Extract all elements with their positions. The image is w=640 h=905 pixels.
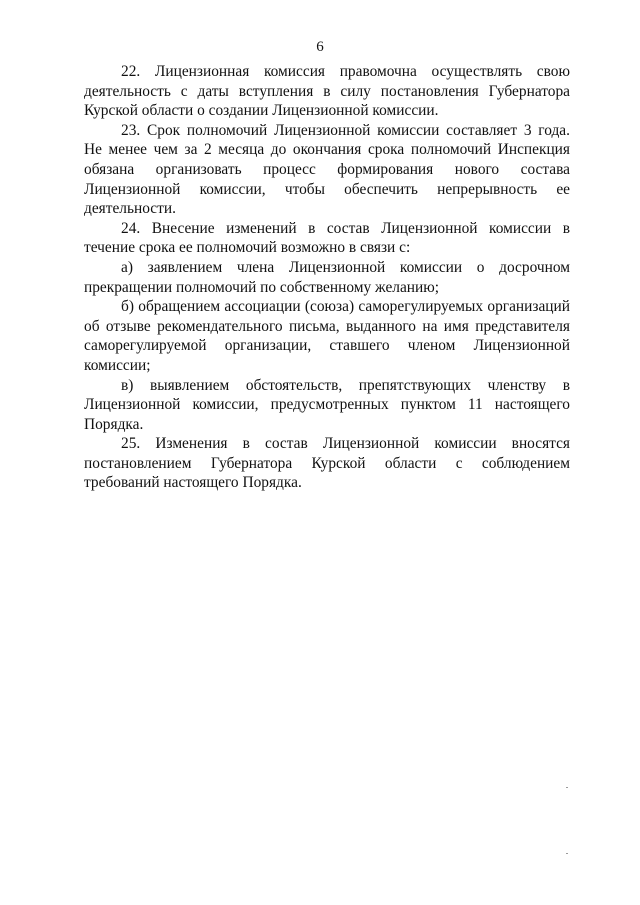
list-item-b: б) обращением ассоциации (союза) саморегулируемых организаций об отзыве рекомендательного письма, выданного на имя представителя саморегулируемой организации, ставшего членом Лицензионной комиссии; <box>84 298 570 374</box>
scan-speck <box>566 853 568 854</box>
paragraph-23: 23. Срок полномочий Лицензионной комиссии составляет 3 года. Не менее чем за 2 месяца до окончания срока полномочий Инспекция обязана организовать процесс формирования нового состава Лицензионной комиссии, чтобы обеспечить непрерывность ее деятельности. <box>84 121 570 218</box>
document-body <box>84 62 570 493</box>
page-number: 6 <box>316 39 324 55</box>
paragraph-24: 24. Внесение изменений в состав Лицензионной комиссии в течение срока ее полномочий возможно в связи с: <box>84 219 570 257</box>
list-item-a: а) заявлением члена Лицензионной комиссии о досрочном прекращении полномочий по собственному желанию; <box>84 258 570 296</box>
paragraph-22: 22. Лицензионная комиссия правомочна осуществлять свою деятельность с даты вступления в силу постановления Губернатора Курской области о создании Лицензионной комиссии. <box>84 63 570 120</box>
paragraph-25: 25. Изменения в состав Лицензионной комиссии вносятся постановлением Губернатора Курской области с соблюдением требований настоящего Порядка. <box>84 435 570 492</box>
list-item-c: в) выявлением обстоятельств, препятствующих членству в Лицензионной комиссии, предусмотренных пунктом 11 настоящего Порядка. <box>84 376 570 433</box>
scan-speck <box>566 787 568 788</box>
